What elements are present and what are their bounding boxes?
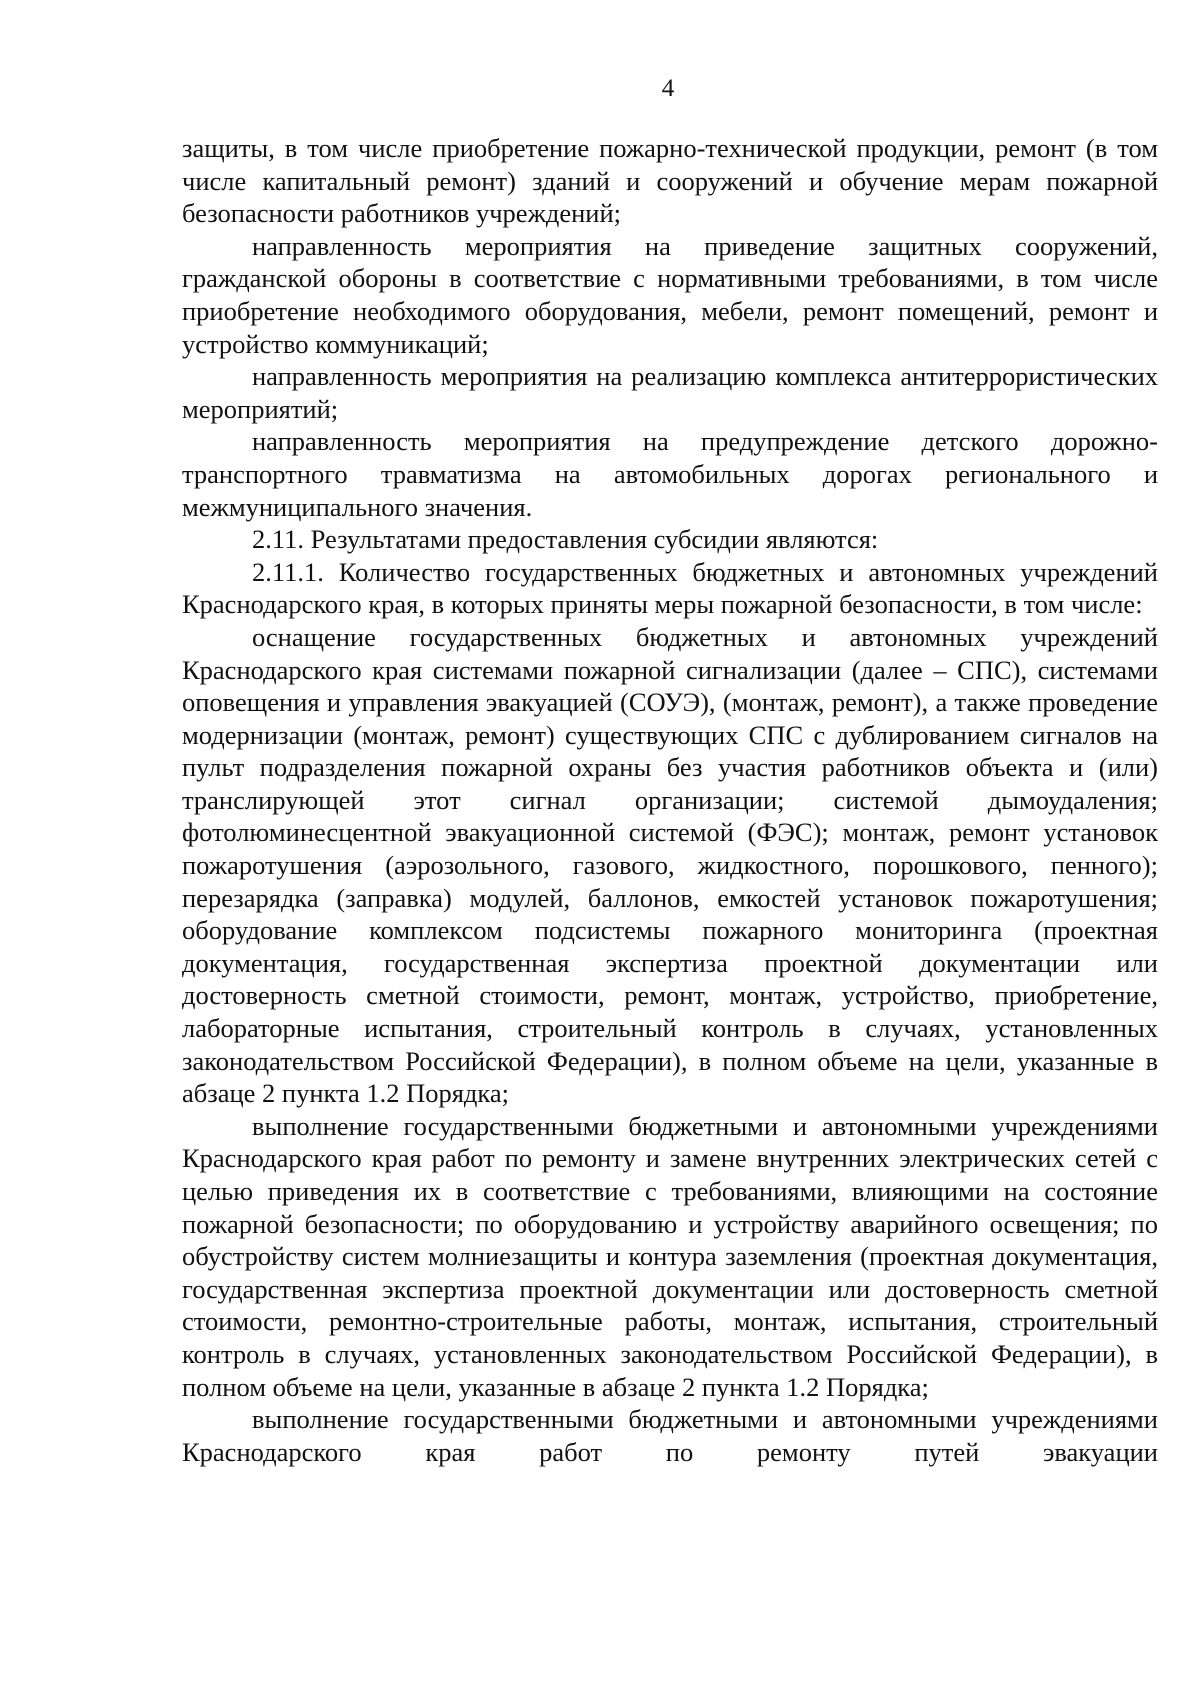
document-body <box>182 132 1158 1468</box>
paragraph: направленность мероприятия на реализацию комплекса антитеррористических мероприятий; <box>182 361 1158 424</box>
paragraph: 2.11.1. Количество государственных бюджетных и автономных учреждений Краснодарского края, в которых приняты меры пожарной безопасности, в том числе: <box>182 556 1158 620</box>
paragraph: защиты, в том числе приобретение пожарно-технической продукции, ремонт (в том числе капитальный ремонт) зданий и сооружений и обучение мерам пожарной безопасности работников учреждений; <box>182 133 1158 229</box>
paragraph: выполнение государственными бюджетными и автономными учреждениями Краснодарского края работ по ремонту и замене внутренних электрических сетей с целью приведения их в соответствие с требованиями, влияющими на состояние пожарной безопасности; по оборудованию и устройству аварийного освещения; по обустройству систем молниезащиты и контура заземления (проектная документация, государственная экспертиза проектной документации или достоверность сметной стоимости, ремонтно-строительные работы, монтаж, испытания, строительный контроль в случаях, установленных законодательством Российской Федерации), в полном объеме на цели, указанные в абзаце 2 пункта 1.2 Порядка; <box>182 1110 1158 1402</box>
paragraph: оснащение государственных бюджетных и автономных учреждений Краснодарского края системами пожарной сигнализации (далее – СПС), системами оповещения и управления эвакуацией (СОУЭ), (монтаж, ремонт), а также проведение модернизации (монтаж, ремонт) существующих СПС с дублированием сигналов на пульт подразделения пожарной охраны без участия работников объекта и (или) транслирующей этот сигнал организации; системой дымоудаления; фотолюминесцентной эвакуационной системой (ФЭС); монтаж, ремонт установок пожаротушения (аэрозольного, газового, жидкостного, порошкового, пенного); перезарядка (заправка) модулей, баллонов, емкостей установок пожаротушения; оборудование комплексом подсистемы пожарного мониторинга (проектная документация, государственная экспертиза проектной документации или достоверность сметной стоимости, ремонт, монтаж, устройство, приобретение, лабораторные испытания, строительный контроль в случаях, установленных законодательством Российской Федерации), в полном объеме на цели, указанные в абзаце 2 пункта 1.2 Порядка; <box>182 621 1158 1109</box>
paragraph: 2.11. Результатами предоставления субсидии являются: <box>252 524 879 555</box>
paragraph: направленность мероприятия на предупреждение детского дорожно-транспортного травматизма на автомобильных дорогах регионального и межмуниципального значения. <box>182 426 1158 522</box>
page-number: 4 <box>661 75 675 102</box>
paragraph: выполнение государственными бюджетными и автономными учреждениями Краснодарского края работ по ремонту путей эвакуации <box>182 1404 1158 1467</box>
paragraph: направленность мероприятия на приведение защитных сооружений, гражданской обороны в соответствие с нормативными требованиями, в том числе приобретение необходимого оборудования, мебели, ремонт помещений, ремонт и устройство коммуникаций; <box>182 230 1158 359</box>
